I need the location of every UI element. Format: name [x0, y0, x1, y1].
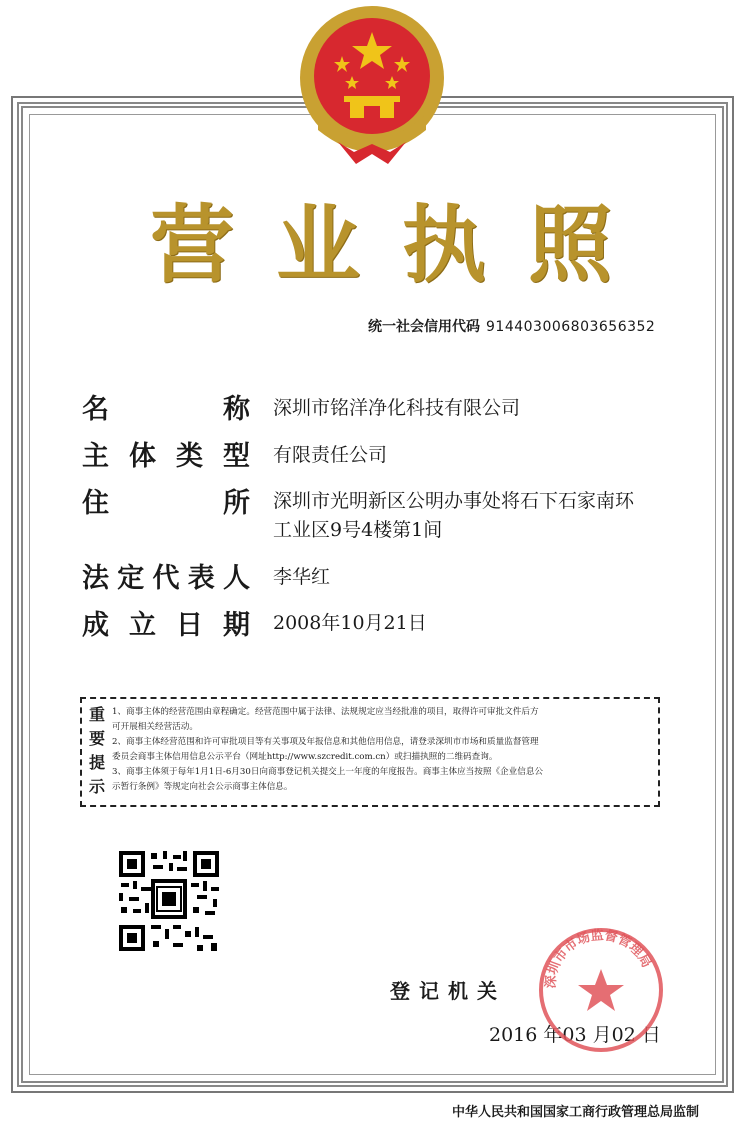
important-notice-box [80, 697, 660, 807]
notice-line: 可开展相关经营活动。 [112, 722, 198, 732]
address-line-1: 深圳市光明新区公明办事处将石下石家南环 [273, 490, 635, 512]
notice-line: 2、商事主体经营范围和许可审批项目等有关事项及年报信息和其他信用信息，请登录深圳市市场和质量监督管理 [112, 737, 539, 747]
notice-items [112, 705, 657, 795]
notice-line: 3、商事主体须于每年1月1日-6月30日向商事登记机关提交上一年度的年度报告。商事主体应当按照《企业信息公 [112, 767, 544, 777]
established-value: 2008年10月21日 [273, 612, 427, 634]
address-label: 住 所 [82, 488, 250, 519]
notice-line: 委员会商事主体信用信息公示平台（网址http://www.szcredit.com.cn）或扫描执照的二维码查询。 [112, 752, 498, 762]
credit-code-label: 统一社会信用代码 [368, 319, 480, 335]
footer-supervision-text: 中华人民共和国国家工商行政管理总局监制 [452, 1105, 700, 1120]
name-value: 深圳市铭洋净化科技有限公司 [273, 397, 521, 419]
type-label: 主 体 类 型 [82, 441, 250, 472]
notice-title: 重 要 提 示 [88, 705, 105, 796]
official-seal-stamp [536, 925, 666, 1055]
national-emblem-icon [298, 4, 446, 169]
document-title: 营业执照 [150, 196, 655, 294]
type-value: 有限责任公司 [273, 444, 388, 466]
notice-line: 1、商事主体的经营范围由章程确定。经营范围中属于法律、法规规定应当经批准的项目，取得许可审批文件后方 [112, 707, 539, 717]
legal-rep-label: 法 定 代 表 人 [82, 563, 250, 594]
credit-code-value: 914403006803656352 [486, 319, 656, 335]
name-label: 名 称 [82, 394, 250, 425]
registration-date: 2016 年03 月02 日 [489, 1024, 661, 1046]
address-line-2: 工业区9号4楼第1间 [273, 519, 443, 541]
registration-authority-label: 登记机关 [390, 979, 506, 1003]
notice-line: 示暂行条例》等规定向社会公示商事主体信息。 [112, 782, 293, 792]
svg-text:深圳市市场监督管理局: 深圳市市场监督管理局 [543, 928, 654, 989]
legal-rep-value: 李华红 [273, 566, 331, 588]
credit-code [368, 316, 655, 336]
established-label: 成 立 日 期 [82, 610, 250, 641]
qr-code-icon[interactable] [117, 849, 221, 953]
